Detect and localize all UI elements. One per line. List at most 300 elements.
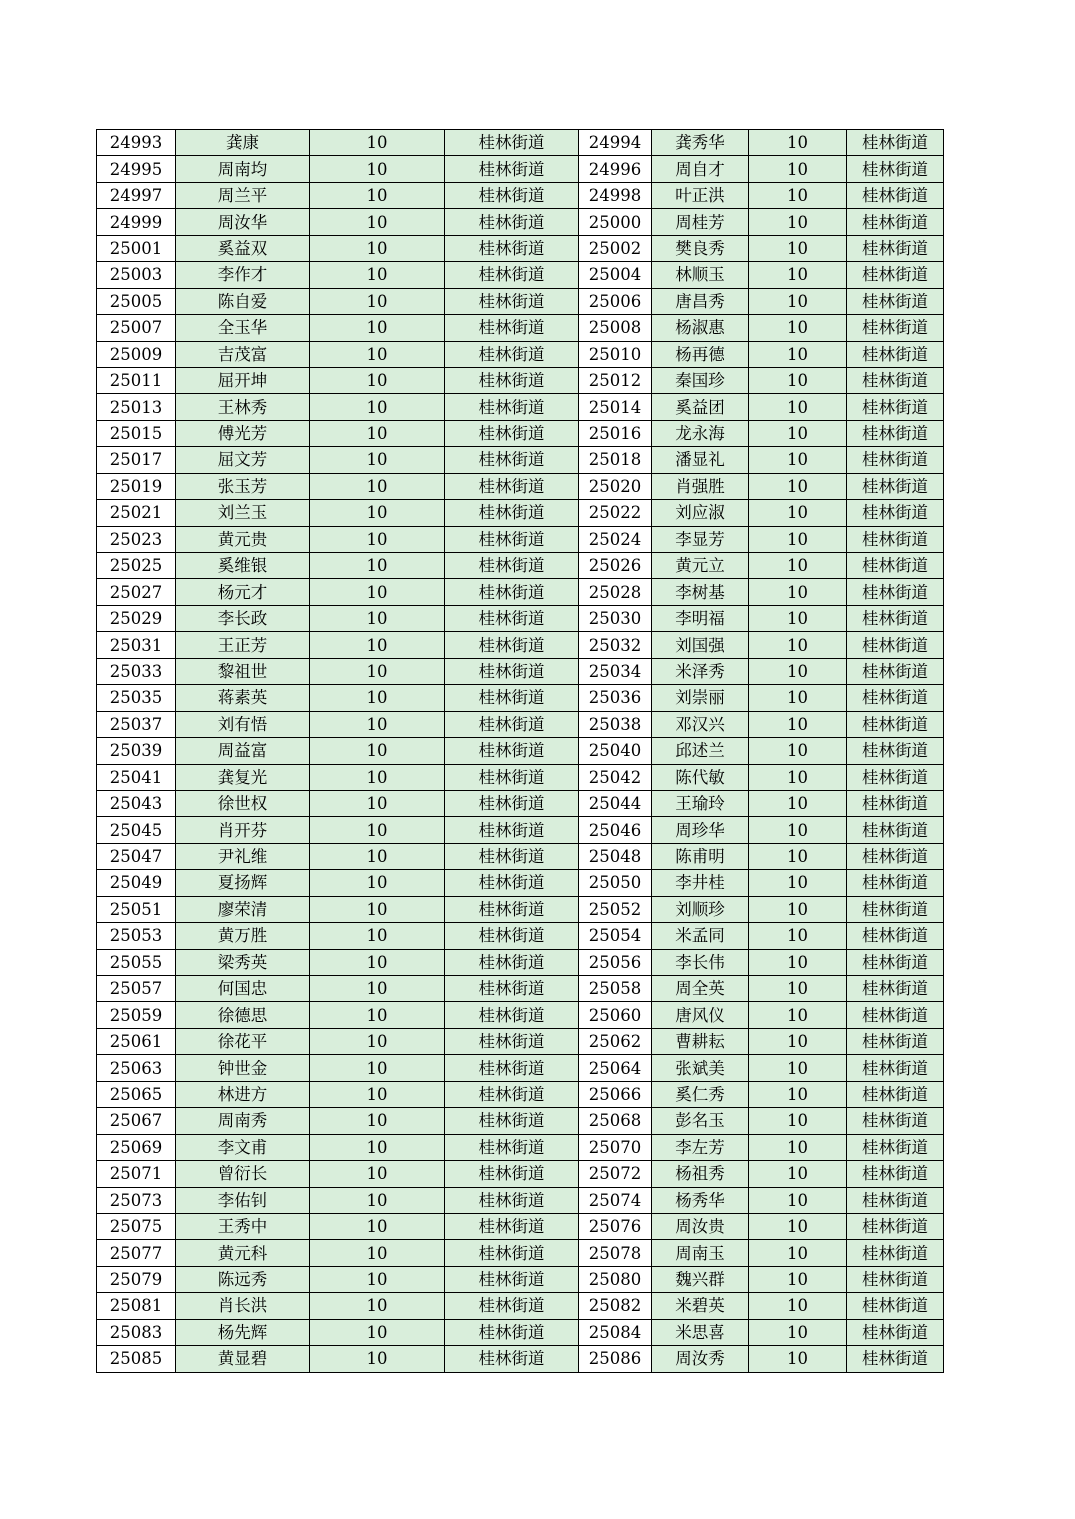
value-cell: 10 (749, 1055, 847, 1081)
value-cell: 10 (310, 1240, 445, 1266)
street-cell: 桂林街道 (847, 923, 944, 949)
street-cell: 桂林街道 (445, 896, 579, 922)
street-cell: 桂林街道 (445, 500, 579, 526)
name-cell: 黄元贵 (176, 526, 310, 552)
id-cell: 25040 (579, 738, 652, 764)
name-cell: 米泽秀 (652, 658, 749, 684)
id-cell: 25005 (97, 288, 176, 314)
street-cell: 桂林街道 (445, 394, 579, 420)
table-row (97, 394, 944, 420)
street-cell: 桂林街道 (847, 156, 944, 182)
value-cell: 10 (749, 341, 847, 367)
id-cell: 25006 (579, 288, 652, 314)
value-cell: 10 (749, 447, 847, 473)
name-cell: 陈远秀 (176, 1266, 310, 1292)
street-cell: 桂林街道 (847, 341, 944, 367)
value-cell: 10 (749, 790, 847, 816)
street-cell: 桂林街道 (445, 1108, 579, 1134)
table-row (97, 870, 944, 896)
value-cell: 10 (749, 367, 847, 393)
value-cell: 10 (310, 1266, 445, 1292)
id-cell: 25076 (579, 1213, 652, 1239)
name-cell: 周南秀 (176, 1108, 310, 1134)
value-cell: 10 (749, 1266, 847, 1292)
table-row (97, 1081, 944, 1107)
street-cell: 桂林街道 (445, 790, 579, 816)
value-cell: 10 (749, 394, 847, 420)
id-cell: 25048 (579, 843, 652, 869)
name-cell: 陈代敏 (652, 764, 749, 790)
name-cell: 刘崇丽 (652, 685, 749, 711)
table-row (97, 605, 944, 631)
value-cell: 10 (749, 156, 847, 182)
street-cell: 桂林街道 (445, 526, 579, 552)
id-cell: 25060 (579, 1002, 652, 1028)
id-cell: 25007 (97, 315, 176, 341)
street-cell: 桂林街道 (847, 288, 944, 314)
street-cell: 桂林街道 (445, 685, 579, 711)
table-row (97, 526, 944, 552)
street-cell: 桂林街道 (847, 315, 944, 341)
street-cell: 桂林街道 (445, 447, 579, 473)
id-cell: 25064 (579, 1055, 652, 1081)
id-cell: 25010 (579, 341, 652, 367)
id-cell: 25047 (97, 843, 176, 869)
value-cell: 10 (749, 1002, 847, 1028)
table-row (97, 896, 944, 922)
table-row (97, 923, 944, 949)
id-cell: 25070 (579, 1134, 652, 1160)
name-cell: 李长政 (176, 605, 310, 631)
street-cell: 桂林街道 (847, 500, 944, 526)
street-cell: 桂林街道 (847, 976, 944, 1002)
value-cell: 10 (749, 579, 847, 605)
street-cell: 桂林街道 (445, 764, 579, 790)
id-cell: 25081 (97, 1293, 176, 1319)
value-cell: 10 (310, 605, 445, 631)
value-cell: 10 (310, 1213, 445, 1239)
name-cell: 周兰平 (176, 182, 310, 208)
id-cell: 25080 (579, 1266, 652, 1292)
id-cell: 25008 (579, 315, 652, 341)
id-cell: 24994 (579, 130, 652, 156)
table-row (97, 235, 944, 261)
value-cell: 10 (749, 1028, 847, 1054)
value-cell: 10 (749, 262, 847, 288)
name-cell: 奚益双 (176, 235, 310, 261)
name-cell: 屈开坤 (176, 367, 310, 393)
name-cell: 尹礼维 (176, 843, 310, 869)
table-row (97, 500, 944, 526)
name-cell: 杨淑惠 (652, 315, 749, 341)
street-cell: 桂林街道 (847, 473, 944, 499)
street-cell: 桂林街道 (847, 1187, 944, 1213)
value-cell: 10 (310, 447, 445, 473)
table-row (97, 1161, 944, 1187)
street-cell: 桂林街道 (445, 553, 579, 579)
id-cell: 25024 (579, 526, 652, 552)
value-cell: 10 (310, 367, 445, 393)
value-cell: 10 (749, 1081, 847, 1107)
value-cell: 10 (749, 764, 847, 790)
id-cell: 25023 (97, 526, 176, 552)
value-cell: 10 (749, 1108, 847, 1134)
street-cell: 桂林街道 (445, 1346, 579, 1372)
street-cell: 桂林街道 (847, 870, 944, 896)
id-cell: 25078 (579, 1240, 652, 1266)
id-cell: 25045 (97, 817, 176, 843)
value-cell: 10 (310, 1028, 445, 1054)
id-cell: 25082 (579, 1293, 652, 1319)
name-cell: 龚秀华 (652, 130, 749, 156)
id-cell: 25019 (97, 473, 176, 499)
name-cell: 张玉芳 (176, 473, 310, 499)
street-cell: 桂林街道 (847, 843, 944, 869)
value-cell: 10 (749, 182, 847, 208)
street-cell: 桂林街道 (847, 1108, 944, 1134)
table-row (97, 367, 944, 393)
value-cell: 10 (310, 130, 445, 156)
street-cell: 桂林街道 (445, 473, 579, 499)
id-cell: 25055 (97, 949, 176, 975)
name-cell: 彭名玉 (652, 1108, 749, 1134)
table-row (97, 1346, 944, 1372)
id-cell: 25062 (579, 1028, 652, 1054)
value-cell: 10 (749, 1346, 847, 1372)
name-cell: 魏兴群 (652, 1266, 749, 1292)
value-cell: 10 (310, 1134, 445, 1160)
street-cell: 桂林街道 (847, 949, 944, 975)
name-cell: 杨祖秀 (652, 1161, 749, 1187)
name-cell: 李佑钊 (176, 1187, 310, 1213)
name-cell: 李长伟 (652, 949, 749, 975)
table-row (97, 315, 944, 341)
value-cell: 10 (749, 632, 847, 658)
street-cell: 桂林街道 (847, 790, 944, 816)
value-cell: 10 (749, 235, 847, 261)
id-cell: 25020 (579, 473, 652, 499)
value-cell: 10 (310, 262, 445, 288)
table-row (97, 341, 944, 367)
value-cell: 10 (310, 1108, 445, 1134)
id-cell: 25028 (579, 579, 652, 605)
value-cell: 10 (310, 209, 445, 235)
street-cell: 桂林街道 (445, 182, 579, 208)
street-cell: 桂林街道 (847, 738, 944, 764)
id-cell: 25054 (579, 923, 652, 949)
name-cell: 刘顺珍 (652, 896, 749, 922)
id-cell: 25022 (579, 500, 652, 526)
name-cell: 周全英 (652, 976, 749, 1002)
id-cell: 25004 (579, 262, 652, 288)
name-cell: 周桂芳 (652, 209, 749, 235)
value-cell: 10 (310, 1081, 445, 1107)
table-row (97, 579, 944, 605)
id-cell: 25057 (97, 976, 176, 1002)
table-row (97, 420, 944, 446)
value-cell: 10 (310, 579, 445, 605)
name-cell: 周南玉 (652, 1240, 749, 1266)
street-cell: 桂林街道 (445, 1081, 579, 1107)
name-cell: 唐风仪 (652, 1002, 749, 1028)
id-cell: 25000 (579, 209, 652, 235)
street-cell: 桂林街道 (847, 367, 944, 393)
name-cell: 秦国珍 (652, 367, 749, 393)
table-row (97, 1213, 944, 1239)
value-cell: 10 (749, 420, 847, 446)
value-cell: 10 (749, 605, 847, 631)
id-cell: 24993 (97, 130, 176, 156)
street-cell: 桂林街道 (445, 738, 579, 764)
value-cell: 10 (310, 394, 445, 420)
street-cell: 桂林街道 (445, 209, 579, 235)
table-row (97, 156, 944, 182)
name-cell: 米孟同 (652, 923, 749, 949)
id-cell: 25071 (97, 1161, 176, 1187)
name-cell: 奚益团 (652, 394, 749, 420)
value-cell: 10 (749, 817, 847, 843)
value-cell: 10 (310, 1002, 445, 1028)
street-cell: 桂林街道 (847, 764, 944, 790)
name-cell: 邱述兰 (652, 738, 749, 764)
name-cell: 李作才 (176, 262, 310, 288)
value-cell: 10 (749, 949, 847, 975)
street-cell: 桂林街道 (847, 447, 944, 473)
id-cell: 25072 (579, 1161, 652, 1187)
street-cell: 桂林街道 (445, 1293, 579, 1319)
street-cell: 桂林街道 (445, 949, 579, 975)
street-cell: 桂林街道 (847, 1319, 944, 1345)
value-cell: 10 (310, 473, 445, 499)
id-cell: 25061 (97, 1028, 176, 1054)
id-cell: 25041 (97, 764, 176, 790)
id-cell: 25077 (97, 1240, 176, 1266)
value-cell: 10 (310, 764, 445, 790)
street-cell: 桂林街道 (445, 976, 579, 1002)
street-cell: 桂林街道 (847, 896, 944, 922)
name-cell: 黄显碧 (176, 1346, 310, 1372)
id-cell: 25011 (97, 367, 176, 393)
id-cell: 25030 (579, 605, 652, 631)
value-cell: 10 (749, 1187, 847, 1213)
street-cell: 桂林街道 (445, 605, 579, 631)
id-cell: 25068 (579, 1108, 652, 1134)
street-cell: 桂林街道 (847, 235, 944, 261)
street-cell: 桂林街道 (445, 341, 579, 367)
value-cell: 10 (310, 817, 445, 843)
id-cell: 25046 (579, 817, 652, 843)
street-cell: 桂林街道 (445, 711, 579, 737)
id-cell: 25013 (97, 394, 176, 420)
roster-body (97, 130, 944, 1373)
name-cell: 廖荣清 (176, 896, 310, 922)
street-cell: 桂林街道 (847, 1002, 944, 1028)
id-cell: 25015 (97, 420, 176, 446)
table-row (97, 1028, 944, 1054)
name-cell: 周益富 (176, 738, 310, 764)
table-row (97, 1134, 944, 1160)
street-cell: 桂林街道 (847, 1161, 944, 1187)
table-row (97, 262, 944, 288)
street-cell: 桂林街道 (445, 1213, 579, 1239)
table-row (97, 711, 944, 737)
table-row (97, 1055, 944, 1081)
street-cell: 桂林街道 (847, 209, 944, 235)
name-cell: 周汝贵 (652, 1213, 749, 1239)
table-row (97, 473, 944, 499)
name-cell: 龚康 (176, 130, 310, 156)
street-cell: 桂林街道 (445, 1187, 579, 1213)
value-cell: 10 (310, 843, 445, 869)
street-cell: 桂林街道 (445, 288, 579, 314)
street-cell: 桂林街道 (847, 605, 944, 631)
value-cell: 10 (310, 1055, 445, 1081)
street-cell: 桂林街道 (847, 1240, 944, 1266)
street-cell: 桂林街道 (445, 420, 579, 446)
value-cell: 10 (310, 182, 445, 208)
table-row (97, 1108, 944, 1134)
table-row (97, 976, 944, 1002)
name-cell: 潘显礼 (652, 447, 749, 473)
value-cell: 10 (749, 1161, 847, 1187)
street-cell: 桂林街道 (445, 315, 579, 341)
id-cell: 25038 (579, 711, 652, 737)
street-cell: 桂林街道 (445, 579, 579, 605)
value-cell: 10 (749, 896, 847, 922)
table-row (97, 843, 944, 869)
value-cell: 10 (749, 553, 847, 579)
name-cell: 奚维银 (176, 553, 310, 579)
street-cell: 桂林街道 (847, 394, 944, 420)
value-cell: 10 (310, 790, 445, 816)
name-cell: 徐世权 (176, 790, 310, 816)
value-cell: 10 (310, 738, 445, 764)
value-cell: 10 (310, 870, 445, 896)
id-cell: 25067 (97, 1108, 176, 1134)
name-cell: 周珍华 (652, 817, 749, 843)
name-cell: 周汝华 (176, 209, 310, 235)
id-cell: 25042 (579, 764, 652, 790)
value-cell: 10 (749, 685, 847, 711)
id-cell: 25026 (579, 553, 652, 579)
value-cell: 10 (310, 1293, 445, 1319)
street-cell: 桂林街道 (847, 1134, 944, 1160)
id-cell: 25051 (97, 896, 176, 922)
street-cell: 桂林街道 (445, 817, 579, 843)
street-cell: 桂林街道 (847, 1346, 944, 1372)
name-cell: 杨秀华 (652, 1187, 749, 1213)
id-cell: 25016 (579, 420, 652, 446)
street-cell: 桂林街道 (445, 1266, 579, 1292)
value-cell: 10 (310, 315, 445, 341)
id-cell: 25073 (97, 1187, 176, 1213)
street-cell: 桂林街道 (445, 1161, 579, 1187)
name-cell: 蒋素英 (176, 685, 310, 711)
value-cell: 10 (310, 420, 445, 446)
street-cell: 桂林街道 (847, 1028, 944, 1054)
name-cell: 黄万胜 (176, 923, 310, 949)
street-cell: 桂林街道 (445, 262, 579, 288)
street-cell: 桂林街道 (847, 632, 944, 658)
value-cell: 10 (310, 658, 445, 684)
name-cell: 周汝秀 (652, 1346, 749, 1372)
value-cell: 10 (310, 632, 445, 658)
value-cell: 10 (749, 473, 847, 499)
name-cell: 唐昌秀 (652, 288, 749, 314)
name-cell: 邓汉兴 (652, 711, 749, 737)
value-cell: 10 (310, 156, 445, 182)
street-cell: 桂林街道 (847, 1081, 944, 1107)
id-cell: 24997 (97, 182, 176, 208)
id-cell: 25018 (579, 447, 652, 473)
value-cell: 10 (749, 711, 847, 737)
name-cell: 屈文芳 (176, 447, 310, 473)
table-row (97, 764, 944, 790)
street-cell: 桂林街道 (445, 870, 579, 896)
id-cell: 25058 (579, 976, 652, 1002)
name-cell: 黎祖世 (176, 658, 310, 684)
table-row (97, 130, 944, 156)
value-cell: 10 (310, 896, 445, 922)
street-cell: 桂林街道 (445, 1319, 579, 1345)
street-cell: 桂林街道 (445, 632, 579, 658)
id-cell: 25001 (97, 235, 176, 261)
value-cell: 10 (310, 923, 445, 949)
value-cell: 10 (749, 288, 847, 314)
value-cell: 10 (310, 685, 445, 711)
id-cell: 25075 (97, 1213, 176, 1239)
id-cell: 25033 (97, 658, 176, 684)
name-cell: 杨元才 (176, 579, 310, 605)
name-cell: 陈自爱 (176, 288, 310, 314)
id-cell: 25009 (97, 341, 176, 367)
name-cell: 王秀中 (176, 1213, 310, 1239)
street-cell: 桂林街道 (847, 182, 944, 208)
table-row (97, 209, 944, 235)
id-cell: 25036 (579, 685, 652, 711)
value-cell: 10 (749, 843, 847, 869)
name-cell: 徐德思 (176, 1002, 310, 1028)
id-cell: 25037 (97, 711, 176, 737)
id-cell: 25083 (97, 1319, 176, 1345)
street-cell: 桂林街道 (445, 1002, 579, 1028)
table-row (97, 685, 944, 711)
id-cell: 25029 (97, 605, 176, 631)
street-cell: 桂林街道 (847, 658, 944, 684)
value-cell: 10 (749, 923, 847, 949)
value-cell: 10 (749, 130, 847, 156)
name-cell: 傅光芳 (176, 420, 310, 446)
value-cell: 10 (749, 1293, 847, 1319)
roster-table (96, 129, 944, 1373)
value-cell: 10 (749, 1134, 847, 1160)
value-cell: 10 (310, 949, 445, 975)
table-row (97, 658, 944, 684)
id-cell: 25052 (579, 896, 652, 922)
street-cell: 桂林街道 (445, 1134, 579, 1160)
value-cell: 10 (749, 738, 847, 764)
name-cell: 李明福 (652, 605, 749, 631)
id-cell: 25044 (579, 790, 652, 816)
street-cell: 桂林街道 (445, 156, 579, 182)
name-cell: 肖长洪 (176, 1293, 310, 1319)
street-cell: 桂林街道 (847, 1213, 944, 1239)
id-cell: 25002 (579, 235, 652, 261)
street-cell: 桂林街道 (847, 1055, 944, 1081)
id-cell: 25035 (97, 685, 176, 711)
name-cell: 陈甫明 (652, 843, 749, 869)
table-row (97, 1240, 944, 1266)
